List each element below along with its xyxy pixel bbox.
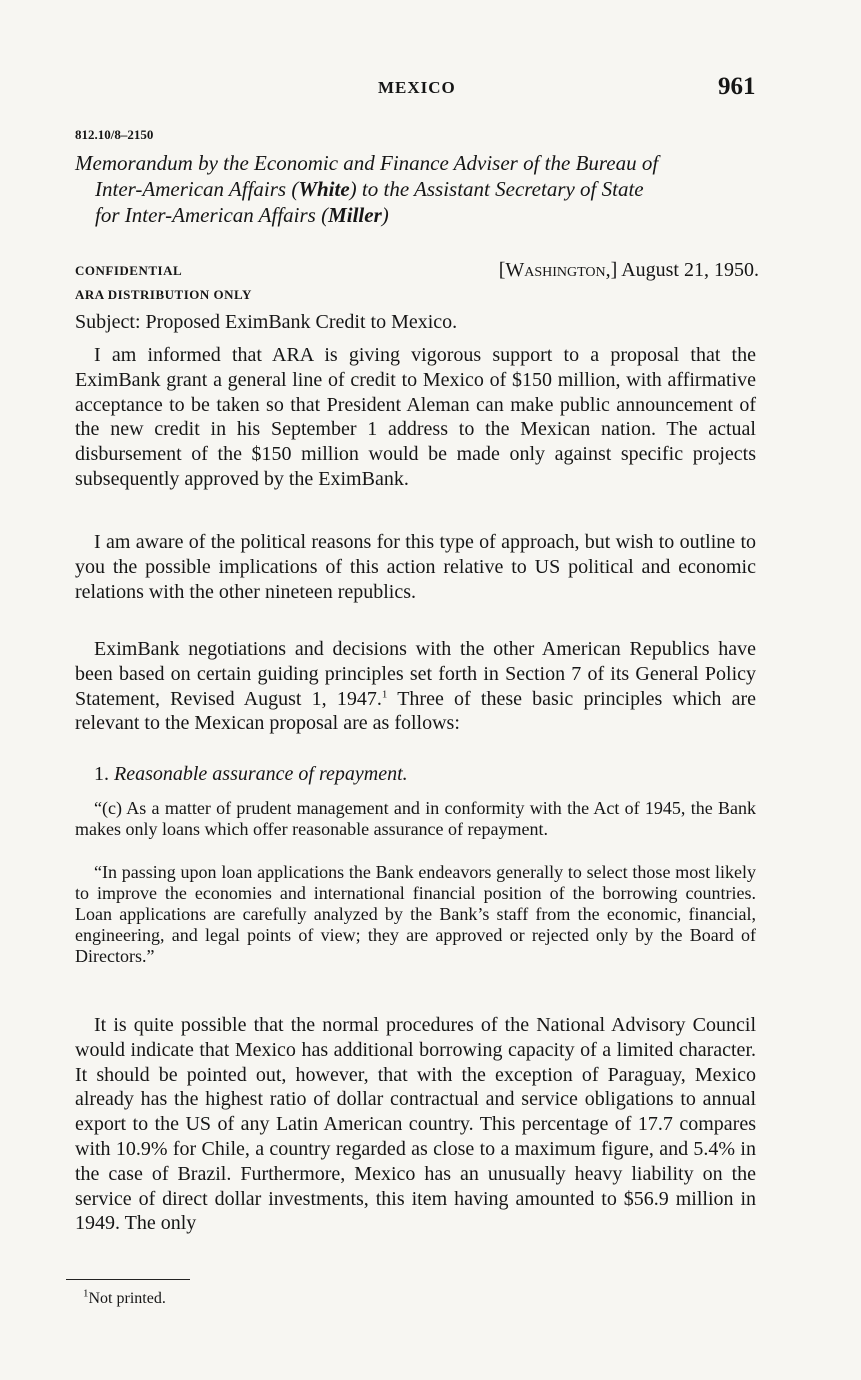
footnote-text: Not printed. xyxy=(88,1290,166,1307)
title-line-2-b: ) to the Assistant Secretary of State xyxy=(349,177,644,201)
distribution-note: ARA DISTRIBUTION ONLY xyxy=(75,287,252,302)
principle-item-1 xyxy=(94,763,408,786)
page-number: 961 xyxy=(718,73,756,100)
paragraph-2: I am aware of the political reasons for this type of approach, but wish to outline to you the possible implications of this action relative to US political and economic relations with the other nineteen republics. xyxy=(75,531,756,603)
footnote-reference: 1 xyxy=(381,687,388,700)
quote-paragraph-1: “(c) As a matter of prudent management and in conformity with the Act of 1945, the Bank makes only loans which offer reasonable assurance of repayment. xyxy=(75,798,756,839)
paragraph-3-text: EximBank negotiations and decisions with the other American Republics have been based on certain guiding principles set forth in Section 7 of its General Policy Statement, Revised August 1, 1947. xyxy=(75,638,756,710)
paragraph-1: I am informed that ARA is giving vigorous support to a proposal that the EximBank grant a general line of credit to Mexico of $150 million, with affirmative acceptance to be taken so that President Aleman can make public announcement of the new credit in his September 1 address to the Mexican nation. The actual disbursement of the $150 million would be made only against specific projects subsequently approved by the EximBank. xyxy=(75,344,756,490)
item-number: 1. xyxy=(94,763,109,785)
paragraph-4: It is quite possible that the normal procedures of the National Advisory Council would indicate that Mexico has additional borrowing capacity of a limited character. It should be pointed out, however, that with the exception of Paraguay, Mexico already has the highest ratio of dollar contractual and service obligations to annual export to the US of any Latin American country. This percentage of 17.7 compares with 10.9% for Chile, a country regarded as close to a maximum figure, and 5.4% in the case of Brazil. Furthermore, Mexico has an unusually heavy liability on the service of direct dollar investments, this item having amounted to $56.9 million in 1949. The only xyxy=(75,1014,756,1235)
title-line-3-b: ) xyxy=(381,203,389,227)
title-line-3 xyxy=(75,202,765,228)
place-date xyxy=(499,259,759,282)
title-recipient-miller: Miller xyxy=(328,203,382,227)
paragraph-3 xyxy=(75,637,756,736)
place: [Washington,] xyxy=(498,259,618,281)
title-author-white: White xyxy=(298,177,350,201)
title-line-3-a: for Inter-American Affairs ( xyxy=(95,203,329,227)
title-line-2 xyxy=(75,176,765,202)
document-title xyxy=(75,150,765,228)
footnote-mark: 1 xyxy=(83,1287,89,1300)
item-text: Reasonable assurance of repayment. xyxy=(114,763,408,785)
subject-line: Subject: Proposed EximBank Credit to Mexico. xyxy=(75,311,458,333)
footnote xyxy=(83,1287,166,1308)
title-line-2-a: Inter-American Affairs ( xyxy=(95,177,299,201)
paragraph-3-end: Three of these basic principles which are relevant to the Mexican proposal are as follows: xyxy=(75,687,757,735)
classification-row xyxy=(75,259,759,287)
running-header-country: MEXICO xyxy=(378,78,456,97)
quote-paragraph-2: “In passing upon loan applications the Bank endeavors generally to select those most likely to improve the economies and international financial position of the borrowing countries. Loan applications are carefully analyzed by the Bank’s staff from the economic, financial, engineering, and legal points of view; they are approved or rejected only by the Board of Directors.” xyxy=(75,862,756,966)
classification: CONFIDENTIAL xyxy=(75,263,183,278)
file-number: 812.10/8–2150 xyxy=(75,127,154,142)
footnote-divider xyxy=(66,1279,190,1280)
date: August 21, 1950. xyxy=(621,259,759,281)
title-line-1: Memorandum by the Economic and Finance Adviser of the Bureau of xyxy=(75,151,659,175)
